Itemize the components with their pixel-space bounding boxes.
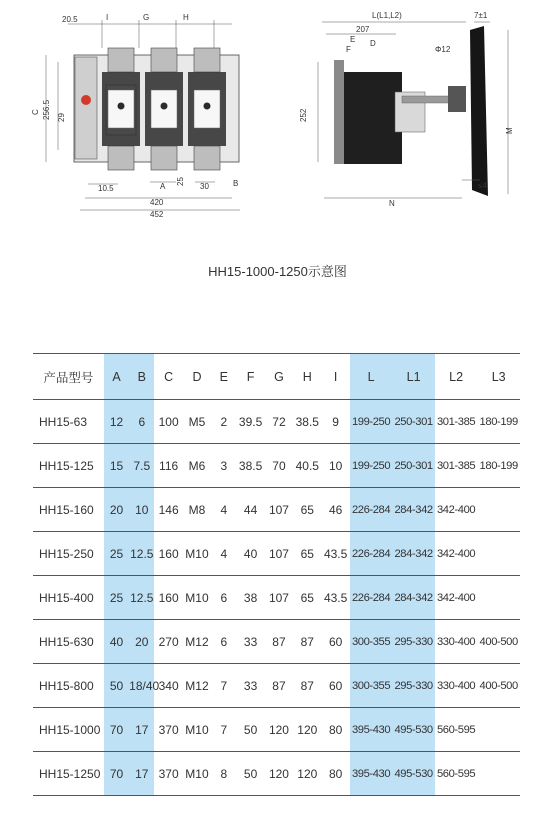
cell-E: 7 bbox=[211, 664, 236, 708]
cell-L1: 284-342 bbox=[392, 488, 435, 532]
cell-F: 38 bbox=[236, 576, 264, 620]
dim-10-5: 10.5 bbox=[98, 184, 114, 193]
table-body bbox=[33, 400, 520, 796]
cell-L3: 400-500 bbox=[477, 620, 520, 664]
cell-L1: 250-301 bbox=[392, 444, 435, 488]
cell-A: 70 bbox=[104, 708, 129, 752]
cell-L: 199-250 bbox=[350, 444, 393, 488]
cell-L1: 250-301 bbox=[392, 400, 435, 444]
cell-L: 300-355 bbox=[350, 620, 393, 664]
cell-A: 40 bbox=[104, 620, 129, 664]
cell-L1: 284-342 bbox=[392, 532, 435, 576]
cell-B: 12.5 bbox=[129, 576, 154, 620]
dim-phi12: Φ12 bbox=[435, 45, 451, 54]
dim-H: H bbox=[183, 13, 189, 22]
cell-model: HH15-630 bbox=[33, 620, 104, 664]
col-header-F: F bbox=[236, 354, 264, 400]
handle-knob-icon bbox=[81, 95, 91, 105]
dim-29: 29 bbox=[57, 113, 66, 122]
cell-model: HH15-125 bbox=[33, 444, 104, 488]
cell-C: 270 bbox=[154, 620, 182, 664]
cell-L2: 301-385 bbox=[435, 444, 478, 488]
col-header-L3: L3 bbox=[477, 354, 520, 400]
cell-I: 46 bbox=[321, 488, 349, 532]
cell-L3: 400-500 bbox=[477, 664, 520, 708]
header-row bbox=[33, 354, 520, 400]
cell-model: HH15-1250 bbox=[33, 752, 104, 796]
table-row bbox=[33, 488, 520, 532]
table-row bbox=[33, 400, 520, 444]
mount-bracket bbox=[334, 60, 344, 164]
cell-L2: 330-400 bbox=[435, 664, 478, 708]
table-row bbox=[33, 444, 520, 488]
cell-H: 65 bbox=[293, 488, 321, 532]
col-header-G: G bbox=[265, 354, 293, 400]
cell-model: HH15-63 bbox=[33, 400, 104, 444]
col-header-L2: L2 bbox=[435, 354, 478, 400]
table-row bbox=[33, 532, 520, 576]
dim-B: B bbox=[233, 179, 239, 188]
cell-B: 20 bbox=[129, 620, 154, 664]
cell-L3 bbox=[477, 708, 520, 752]
cell-E: 4 bbox=[211, 532, 236, 576]
cell-F: 33 bbox=[236, 620, 264, 664]
cell-I: 43.5 bbox=[321, 532, 349, 576]
col-header-B: B bbox=[129, 354, 154, 400]
cell-E: 3 bbox=[211, 444, 236, 488]
cell-model: HH15-160 bbox=[33, 488, 104, 532]
cell-L: 226-284 bbox=[350, 488, 393, 532]
cell-L2: 330-400 bbox=[435, 620, 478, 664]
cell-L2: 342-400 bbox=[435, 532, 478, 576]
cell-L2: 342-400 bbox=[435, 488, 478, 532]
cell-C: 370 bbox=[154, 752, 182, 796]
cell-H: 120 bbox=[293, 708, 321, 752]
cell-E: 6 bbox=[211, 576, 236, 620]
cell-G: 120 bbox=[265, 752, 293, 796]
cell-G: 107 bbox=[265, 532, 293, 576]
cell-L1: 295-330 bbox=[392, 664, 435, 708]
dim-7: 7±1 bbox=[474, 11, 488, 20]
dim-252: 252 bbox=[299, 108, 308, 122]
dim-420: 420 bbox=[150, 198, 164, 207]
cell-D: M6 bbox=[183, 444, 211, 488]
col-header-I: I bbox=[321, 354, 349, 400]
dim-L: L(L1,L2) bbox=[372, 11, 402, 20]
cell-L3 bbox=[477, 752, 520, 796]
cell-L: 226-284 bbox=[350, 576, 393, 620]
cell-F: 33 bbox=[236, 664, 264, 708]
table-row bbox=[33, 576, 520, 620]
cell-G: 72 bbox=[265, 400, 293, 444]
dim-G: G bbox=[143, 13, 150, 22]
front-view bbox=[31, 13, 240, 219]
cell-C: 160 bbox=[154, 576, 182, 620]
cell-model: HH15-800 bbox=[33, 664, 104, 708]
cell-G: 70 bbox=[265, 444, 293, 488]
cell-H: 65 bbox=[293, 576, 321, 620]
dim-452: 452 bbox=[150, 210, 164, 219]
cell-A: 25 bbox=[104, 576, 129, 620]
dim-30: 30 bbox=[200, 182, 209, 191]
cell-B: 10 bbox=[129, 488, 154, 532]
cell-A: 15 bbox=[104, 444, 129, 488]
cell-A: 20 bbox=[104, 488, 129, 532]
dim-M: M bbox=[505, 127, 514, 134]
cell-I: 80 bbox=[321, 708, 349, 752]
cell-E: 2 bbox=[211, 400, 236, 444]
dimension-drawing bbox=[0, 0, 555, 240]
cell-L2: 560-595 bbox=[435, 708, 478, 752]
cell-A: 50 bbox=[104, 664, 129, 708]
col-header-model: 产品型号 bbox=[33, 354, 104, 400]
dim-I: I bbox=[106, 13, 109, 22]
cell-D: M12 bbox=[183, 620, 211, 664]
cell-D: M10 bbox=[183, 576, 211, 620]
cell-I: 10 bbox=[321, 444, 349, 488]
cell-I: 60 bbox=[321, 664, 349, 708]
cell-L: 226-284 bbox=[350, 532, 393, 576]
cell-I: 60 bbox=[321, 620, 349, 664]
col-header-D: D bbox=[183, 354, 211, 400]
cell-E: 6 bbox=[211, 620, 236, 664]
cell-L3: 180-199 bbox=[477, 400, 520, 444]
cell-A: 12 bbox=[104, 400, 129, 444]
door-handle bbox=[470, 26, 488, 196]
cell-C: 100 bbox=[154, 400, 182, 444]
shaft-coupler bbox=[448, 86, 466, 112]
table-row bbox=[33, 752, 520, 796]
cell-F: 50 bbox=[236, 708, 264, 752]
cell-L: 395-430 bbox=[350, 752, 393, 796]
cell-D: M8 bbox=[183, 488, 211, 532]
cell-L: 300-355 bbox=[350, 664, 393, 708]
cell-E: 7 bbox=[211, 708, 236, 752]
cell-L3 bbox=[477, 532, 520, 576]
cell-D: M10 bbox=[183, 752, 211, 796]
col-header-L1: L1 bbox=[392, 354, 435, 400]
spec-table bbox=[33, 353, 520, 796]
dim-207: 207 bbox=[356, 25, 370, 34]
cell-L2: 560-595 bbox=[435, 752, 478, 796]
cell-H: 87 bbox=[293, 664, 321, 708]
cell-L2: 342-400 bbox=[435, 576, 478, 620]
cell-H: 38.5 bbox=[293, 400, 321, 444]
cell-L: 199-250 bbox=[350, 400, 393, 444]
cell-F: 40 bbox=[236, 532, 264, 576]
cell-L: 395-430 bbox=[350, 708, 393, 752]
cell-model: HH15-400 bbox=[33, 576, 104, 620]
cell-D: M10 bbox=[183, 708, 211, 752]
cell-A: 70 bbox=[104, 752, 129, 796]
col-header-A: A bbox=[104, 354, 129, 400]
table-row bbox=[33, 620, 520, 664]
side-body bbox=[342, 72, 402, 164]
cell-L1: 295-330 bbox=[392, 620, 435, 664]
cell-A: 25 bbox=[104, 532, 129, 576]
table-row bbox=[33, 664, 520, 708]
cell-G: 87 bbox=[265, 620, 293, 664]
cell-model: HH15-250 bbox=[33, 532, 104, 576]
cell-H: 87 bbox=[293, 620, 321, 664]
cell-E: 8 bbox=[211, 752, 236, 796]
dim-25: 25 bbox=[176, 177, 185, 186]
dim-N: N bbox=[389, 199, 395, 208]
col-header-H: H bbox=[293, 354, 321, 400]
cell-G: 87 bbox=[265, 664, 293, 708]
table-row bbox=[33, 708, 520, 752]
cell-H: 40.5 bbox=[293, 444, 321, 488]
dim-le4: ≤4 bbox=[478, 181, 487, 190]
cell-G: 107 bbox=[265, 488, 293, 532]
col-header-C: C bbox=[154, 354, 182, 400]
cell-B: 18/40 bbox=[129, 664, 154, 708]
cell-L2: 301-385 bbox=[435, 400, 478, 444]
cell-B: 12.5 bbox=[129, 532, 154, 576]
cell-L1: 495-530 bbox=[392, 752, 435, 796]
side-plate bbox=[75, 57, 97, 159]
cell-L3: 180-199 bbox=[477, 444, 520, 488]
figure-caption: HH15-1000-1250示意图 bbox=[208, 264, 347, 279]
cell-L1: 284-342 bbox=[392, 576, 435, 620]
cell-D: M5 bbox=[183, 400, 211, 444]
dim-A: A bbox=[160, 182, 166, 191]
cell-C: 116 bbox=[154, 444, 182, 488]
cell-F: 39.5 bbox=[236, 400, 264, 444]
dim-D: D bbox=[370, 39, 376, 48]
cell-C: 146 bbox=[154, 488, 182, 532]
cell-G: 120 bbox=[265, 708, 293, 752]
dim-256-5: 256.5 bbox=[42, 99, 51, 120]
cell-B: 6 bbox=[129, 400, 154, 444]
dim-20-5: 20.5 bbox=[62, 15, 78, 24]
cell-F: 44 bbox=[236, 488, 264, 532]
cell-I: 43.5 bbox=[321, 576, 349, 620]
cell-C: 340 bbox=[154, 664, 182, 708]
cell-C: 370 bbox=[154, 708, 182, 752]
cell-I: 9 bbox=[321, 400, 349, 444]
dim-F: F bbox=[346, 45, 351, 54]
col-header-L: L bbox=[350, 354, 393, 400]
dim-C: C bbox=[31, 109, 40, 115]
side-view bbox=[299, 11, 514, 208]
cell-L3 bbox=[477, 576, 520, 620]
cell-E: 4 bbox=[211, 488, 236, 532]
cell-F: 38.5 bbox=[236, 444, 264, 488]
cell-C: 160 bbox=[154, 532, 182, 576]
cell-H: 65 bbox=[293, 532, 321, 576]
cell-D: M10 bbox=[183, 532, 211, 576]
cell-F: 50 bbox=[236, 752, 264, 796]
cell-B: 17 bbox=[129, 708, 154, 752]
cell-I: 80 bbox=[321, 752, 349, 796]
cell-L1: 495-530 bbox=[392, 708, 435, 752]
cell-D: M12 bbox=[183, 664, 211, 708]
cell-H: 120 bbox=[293, 752, 321, 796]
cell-G: 107 bbox=[265, 576, 293, 620]
col-header-E: E bbox=[211, 354, 236, 400]
cell-B: 17 bbox=[129, 752, 154, 796]
dim-E: E bbox=[350, 35, 356, 44]
cell-model: HH15-1000 bbox=[33, 708, 104, 752]
cell-L3 bbox=[477, 488, 520, 532]
cell-B: 7.5 bbox=[129, 444, 154, 488]
